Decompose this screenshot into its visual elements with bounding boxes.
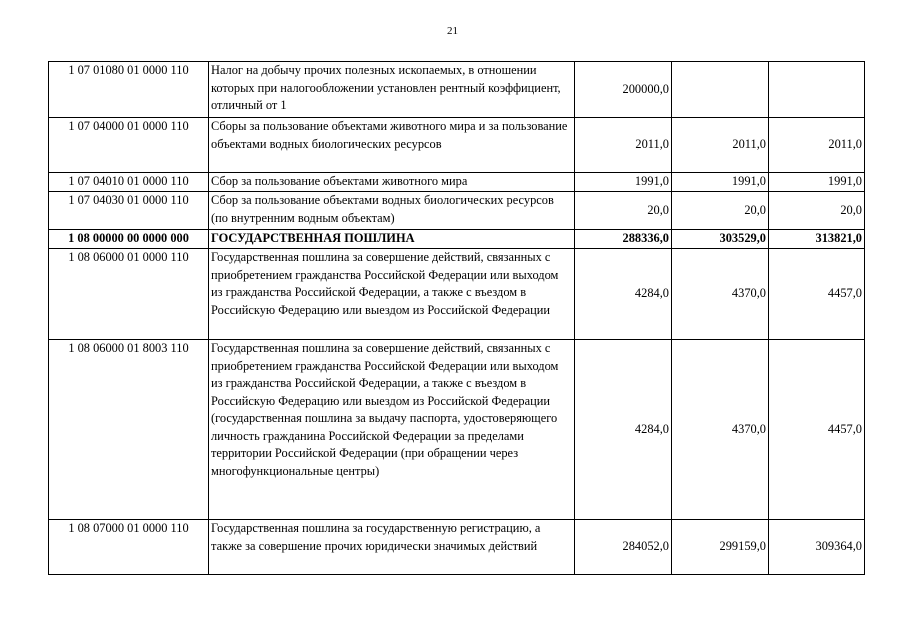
value-year-1: 4284,0 xyxy=(575,249,672,340)
budget-code: 1 08 07000 01 0000 110 xyxy=(49,520,209,575)
value-year-1: 200000,0 xyxy=(575,62,672,118)
value-year-3: 4457,0 xyxy=(769,249,865,340)
revenue-name: Государственная пошлина за совершение действий, связанных с приобретением гражданства Российской Федерации или выходом из гражданства Российской Федерации, а также с въездом в Российскую Федерацию или выездом из Российской Федерации xyxy=(209,249,575,340)
page-number: 21 xyxy=(447,25,458,37)
budget-code: 1 07 04030 01 0000 110 xyxy=(49,192,209,230)
value-year-3 xyxy=(769,62,865,118)
table-row xyxy=(49,118,865,173)
value-year-2: 4370,0 xyxy=(672,249,769,340)
revenue-table xyxy=(48,61,865,575)
budget-code: 1 07 01080 01 0000 110 xyxy=(49,62,209,118)
revenue-name: Налог на добычу прочих полезных ископаемых, в отношении которых при налогообложении установлен рентный коэффициент, отличный от 1 xyxy=(209,62,575,118)
revenue-name: Государственная пошлина за государственную регистрацию, а также за совершение прочих юридически значимых действий xyxy=(209,520,575,575)
value-year-3: 309364,0 xyxy=(769,520,865,575)
value-year-2: 303529,0 xyxy=(672,230,769,249)
budget-code: 1 08 06000 01 0000 110 xyxy=(49,249,209,340)
table-row xyxy=(49,173,865,192)
value-year-2: 1991,0 xyxy=(672,173,769,192)
revenue-name: Сборы за пользование объектами животного мира и за пользование объектами водных биологических ресурсов xyxy=(209,118,575,173)
value-year-2 xyxy=(672,62,769,118)
revenue-name: Государственная пошлина за совершение действий, связанных с приобретением гражданства Российской Федерации или выходом из гражданства Российской Федерации, а также с въездом в Российскую Федерацию или выездом из Российской Федерации (государственная пошлина за выдачу паспорта, удостоверяющего личность гражданина Российской Федерации за пределами территории Российской Федерации (при обращении через многофункциональные центры) xyxy=(209,340,575,520)
value-year-3: 2011,0 xyxy=(769,118,865,173)
value-year-2: 20,0 xyxy=(672,192,769,230)
table-row xyxy=(49,340,865,520)
value-year-1: 284052,0 xyxy=(575,520,672,575)
revenue-name: ГОСУДАРСТВЕННАЯ ПОШЛИНА xyxy=(209,230,575,249)
value-year-1: 20,0 xyxy=(575,192,672,230)
value-year-1: 288336,0 xyxy=(575,230,672,249)
value-year-2: 2011,0 xyxy=(672,118,769,173)
value-year-1: 4284,0 xyxy=(575,340,672,520)
value-year-2: 4370,0 xyxy=(672,340,769,520)
value-year-1: 1991,0 xyxy=(575,173,672,192)
budget-code: 1 08 06000 01 8003 110 xyxy=(49,340,209,520)
budget-code: 1 08 00000 00 0000 000 xyxy=(49,230,209,249)
table-row xyxy=(49,192,865,230)
table-row xyxy=(49,520,865,575)
value-year-1: 2011,0 xyxy=(575,118,672,173)
value-year-3: 4457,0 xyxy=(769,340,865,520)
value-year-2: 299159,0 xyxy=(672,520,769,575)
budget-code: 1 07 04000 01 0000 110 xyxy=(49,118,209,173)
revenue-name: Сбор за пользование объектами водных биологических ресурсов (по внутренним водным объектам) xyxy=(209,192,575,230)
table-row xyxy=(49,62,865,118)
budget-code: 1 07 04010 01 0000 110 xyxy=(49,173,209,192)
value-year-3: 313821,0 xyxy=(769,230,865,249)
revenue-name: Сбор за пользование объектами животного мира xyxy=(209,173,575,192)
table-row xyxy=(49,230,865,249)
value-year-3: 1991,0 xyxy=(769,173,865,192)
value-year-3: 20,0 xyxy=(769,192,865,230)
table-row xyxy=(49,249,865,340)
